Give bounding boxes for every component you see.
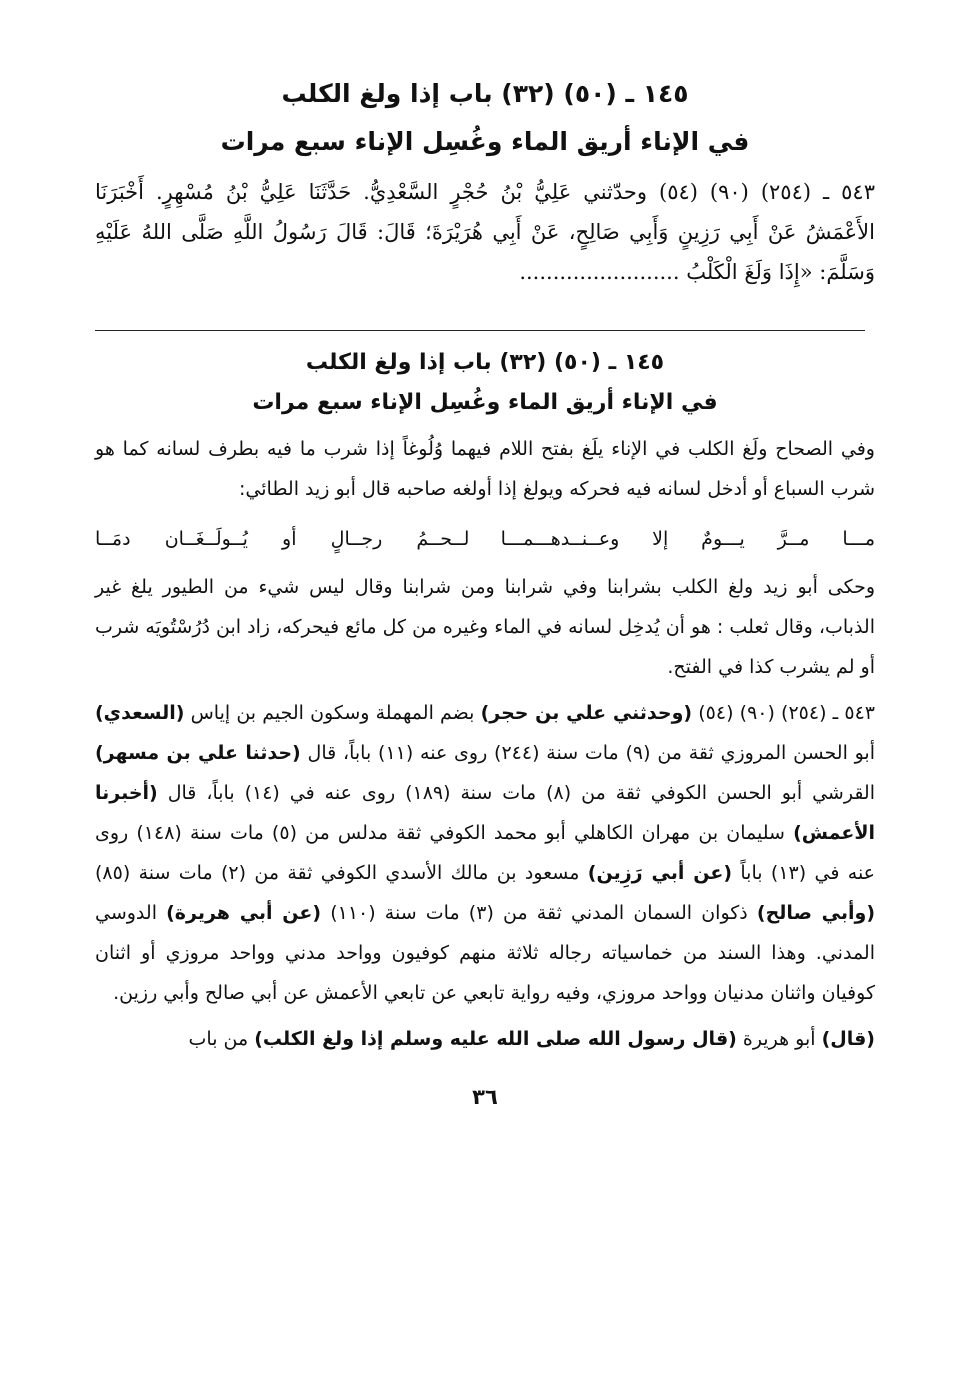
isnad-commentary: [95, 693, 875, 1013]
verse-first-hemistich: مـــا مــرَّ يـــومٌ إلا وعــنــدهـــمـــا: [500, 528, 875, 550]
isnad-narrator: (حدثنا علي بن مسهر): [95, 742, 301, 764]
hadith-ellipsis: ........................: [519, 260, 680, 284]
hadith-text: [95, 172, 875, 292]
isnad-text: بضم المهملة وسكون الجيم بن إياس: [184, 702, 481, 724]
verse-second-hemistich: لــحــمُ رجــالٍ أو يُــولَــغَــان دمَــا: [95, 528, 470, 550]
commentary-after-verse: وحكى أبو زيد ولغ الكلب بشرابنا وفي شرابنا ومن شرابنا وقال ليس شيء من الطيور يلغ غير الذباب، وقال ثعلب : هو أن يُدخِل لسانه في الماء وغيره من كل مائع فيحركه، زاد ابن دُرُسْتُويَه شرب أو لم يشرب كذا في الفتح.: [95, 576, 875, 678]
isnad-text: ذكوان السمان المدني ثقة من (٣) مات سنة (١١٠): [321, 902, 757, 924]
isnad-text: سليمان بن مهران الكاهلي أبو محمد الكوفي ثقة مدلس من (٥) مات سنة (١٤٨) روى عنه في (١٣) باباً: [95, 822, 876, 884]
isnad-narrator: (السعدي): [95, 702, 185, 724]
commentary-title-line-2: في الإناء أريق الماء وغُسِل الإناء سبع مرات: [252, 390, 718, 415]
isnad-narrator: (أخبرنا الأعمش): [95, 782, 875, 844]
final-text: أبو هريرة: [736, 1028, 822, 1050]
quoted-phrase: (قال رسول الله صلى الله عليه وسلم إذا ولغ الكلب): [254, 1028, 737, 1050]
chapter-title-line-2: في الإناء أريق الماء وغُسِل الإناء سبع مرات: [220, 127, 750, 156]
isnad-text: ٥٤٣ ـ (٢٥٤) (٩٠) (٥٤): [692, 702, 875, 724]
isnad-text: الدوسي المدني. وهذا السند من خماسياته رجاله ثلاثة منهم كوفيون وواحد مدني وواحد مروزي أو اثنان كوفيان واثنان مدنيان وواحد مروزي، وفيه رواية تابعي عن تابعي الأعمش عن أبي صالح وأبي رزين.: [95, 902, 875, 1004]
hadith-body: ٥٤٣ ـ (٢٥٤) (٩٠) (٥٤) وحدّثني عَلِيُّ بْنُ حُجْرٍ السَّعْدِيُّ. حَدَّثَنَا عَلِيُّ بْنُ مُسْهِرٍ. أَخْبَرَنَا الأَعْمَشُ عَنْ أَبِي رَزِينٍ وَأَبِي صَالِحٍ، عَنْ أَبِي هُرَيْرَةَ؛ قَالَ: قَالَ رَسُولُ اللَّهِ صَلَّى اللهُ عَلَيْهِ وَسَلَّمَ: «إِذَا وَلَغَ الْكَلْبُ: [95, 180, 875, 284]
section-divider: [95, 330, 865, 331]
commentary-intro: وفي الصحاح ولَغ الكلب في الإناء يلَغ بفتح اللام فيهما وُلُوغاً إذا شرب ما فيه بطرف لسانه كما هو شرب السباع أو أدخل لسانه فيه فحركه ويولغ إذا أولغه صاحبه قال أبو زيد الطائي:: [95, 438, 875, 500]
isnad-text: مسعود بن مالك الأسدي الكوفي ثقة من (٢) مات سنة (٨٥): [95, 862, 588, 884]
final-text: من باب: [188, 1028, 255, 1050]
isnad-text: أبو الحسن المروزي ثقة من (٩) مات سنة (٢٤٤) روى عنه (١١) باباً، قال: [300, 742, 875, 764]
commentary-title-line-1: ١٤٥ ـ (٥٠) (٣٢) باب إذا ولغ الكلب: [305, 350, 665, 375]
chapter-title-line-1: ١٤٥ ـ (٥٠) (٣٢) باب إذا ولغ الكلب: [281, 79, 689, 108]
book-page: [95, 70, 875, 1109]
final-commentary: [95, 1019, 875, 1059]
quoted-phrase: (قال): [821, 1028, 875, 1050]
isnad-narrator: (وأبي صالح): [756, 902, 876, 924]
isnad-narrator: (عن أبي هريرة): [166, 902, 322, 924]
isnad-narrator: (عن أبي رَزِين): [587, 862, 733, 884]
page-number: ٣٦: [472, 1085, 498, 1109]
poetry-verse: [95, 519, 875, 559]
isnad-text: القرشي أبو الحسن الكوفي ثقة من (٨) مات سنة (١٨٩) روى عنه في (١٤) باباً، قال: [157, 782, 875, 804]
isnad-narrator: (وحدثني علي بن حجر): [480, 702, 693, 724]
